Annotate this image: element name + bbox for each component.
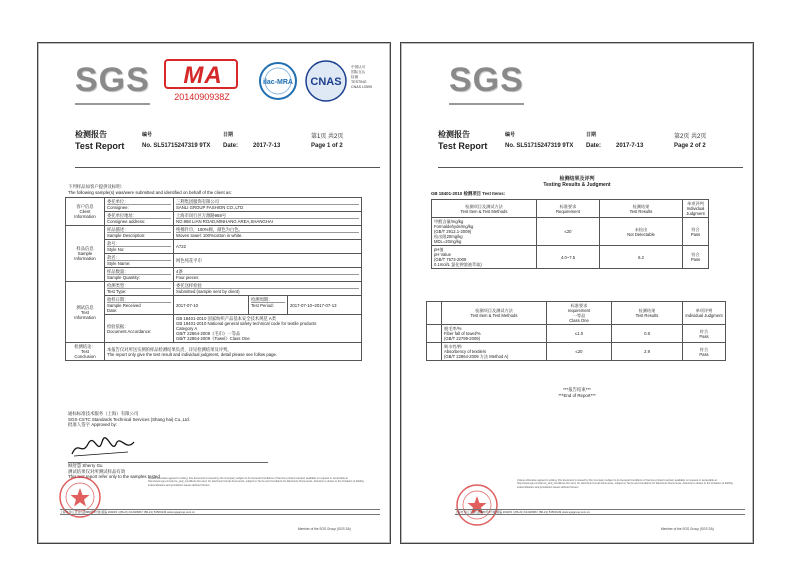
table-row: 委托单位地址： Consignee address: 上海市闵行区万源路968号 NO.968 LIAN ROAD,MINHANG AREA,SHANGHAI (66, 212, 362, 226)
report-date: 2017-7-13 (253, 143, 281, 149)
signature (68, 436, 140, 460)
table-row: 样品信息 Sample Information 样品描述： Sample Description: 纯棉针巾，100%棉，颜色为白色。 Woven towel: 100%cotton in white. (66, 226, 362, 240)
terms-fine-print: Unless otherwise agreed in writing, this document is issued by the Company subject to its General Conditions of Service printed overleaf, available on request or accessible at http://www.sgs.com/terms_and_conditions.htm and, for electronic format documents, subject to Terms and Conditions for Electronic Documents. Attention is drawn to the limitation of liability, indemnification and jurisdiction issues defined therein. (517, 479, 734, 489)
table-row: 客户信息 Client Information 委托单位： Consignee: 三利集团服饰有限公司 SANLI GROUP FASHION CO.,LTD (66, 198, 362, 212)
report-number: No. SL51715247319 9TX (142, 143, 211, 149)
ilac-mra-logo (255, 61, 301, 101)
results-table-gb18401 (431, 199, 709, 269)
member-note: Member of the SGS Group (SGS SA) (298, 527, 351, 531)
cnas-logo (302, 59, 350, 103)
sample-info-table (65, 197, 362, 361)
table-row: pH值 pH Value (GB/T 7573-2009 0.1mol/L 氯化钾溶液萃取) 4.0~7.5 6.2 符合 Pass (432, 246, 709, 269)
report-title: Test Report (75, 141, 125, 151)
table-row: 检测结论： Test Conclusion 本报告仅对所送实测的样品检测结果负责，详见检测结果及评判。 The report only give the test result and individual judgment, detail please see follow page. (66, 343, 362, 361)
report-title: Test Report (438, 141, 488, 151)
header-divider (75, 167, 380, 168)
report-header: 检测报告 Test Report 编号 No. SL51715247319 9TX 日期 Date: 2017-7-13 第2页 共2页 Page 2 of 2 (438, 130, 707, 151)
header-divider (438, 167, 743, 168)
sgs-logo: SGS (449, 61, 524, 100)
results-table-gb22864 (426, 301, 726, 361)
footer-address: 上海市 徐汇区宜山路889号3号楼 邮编 200233 t (86-21) 61402666 f (86-21) 54500149 www.sgsgroup.com.cn (60, 509, 380, 515)
intro-note: 下列样品如客户提供及标明： The following sample(s) was/were submitted and identified on behalf of the client as: (68, 184, 232, 195)
table-row: 测试信息 Test Information 检测类型： Test Type: 委托送样检验 Submitted (sample sent by client) (66, 282, 362, 296)
gb-test-items-label: GB 18401-2010 检测项目 Test Items: (431, 191, 506, 196)
cnas-accreditation-note: 中国认可 国际互认 检测 TESTING CNAS L0599 (351, 65, 372, 89)
table-row: 款号： Style No: A722 (66, 240, 362, 254)
page-indicator: Page 1 of 2 (311, 143, 343, 149)
report-date: 2017-7-13 (616, 143, 644, 149)
table-row: 吸水性/秒 Absorbency of textile/s (GB/T 22864-2009 方法 Method A) ≤20 2.9 符合 Pass (427, 343, 726, 361)
report-number: No. SL51715247319 9TX (505, 143, 574, 149)
table-row: 脱毛率/% Fiber fall of towel/% (GB/T 22799-2009) ≤1.0 0.8 符合 Pass (427, 325, 726, 343)
cma-mark: MA 2014090938Z (156, 59, 248, 109)
svg-text:ilac-MRA: ilac-MRA (263, 79, 293, 86)
report-header: 检测报告 Test Report 编号 No. SL51715247319 9TX 日期 Date: 2017-7-13 第1页 共2页 Page 1 of 2 (75, 130, 344, 151)
signer-info: 顾舒慧 Sherry Gu 测试结果仅对所测试样品有效 This test report refer only to the samples tested (68, 463, 160, 480)
table-row: 款名： Style Name: 网色纯花平巾 (66, 254, 362, 268)
terms-fine-print: Unless otherwise agreed in writing, this document is issued by the Company subject to its General Conditions of Service printed overleaf, available on request or accessible at http://www.sgs.com/terms_and_conditions.htm and, for electronic format documents, subject to Terms and Conditions for Electronic Documents. Attention is drawn to the limitation of liability, indemnification and jurisdiction issues defined therein. (148, 477, 365, 487)
sgs-seal-stamp (455, 483, 499, 527)
page-indicator: Page 2 of 2 (674, 143, 706, 149)
sgs-logo: SGS (75, 61, 150, 100)
table-row: 样品数量： Sample Quantity: 4条 Four pieces (66, 268, 362, 282)
table-row: 检测项目及测试方法 Test Item & Test Methods 标准要求 requirement 一等品 Class One 检测结果 Test Results 单项评判 Individual Judgment (427, 302, 726, 325)
report-page-1 (37, 42, 391, 544)
table-row: 收样日期： Sample Received Date: 2017-07-10 检测周期： Test Period: 2017-07-10~2017-07-13 (66, 296, 362, 315)
results-title: 检测结果及评判 Testing Results & Judgment (543, 176, 611, 188)
footer-address: 上海市 徐汇区宜山路889号3号楼 邮编 200233 t (86-21) 61402666 f (86-21) 54500149 www.sgsgroup.com.cn (455, 509, 745, 515)
table-row: 检测项目及测试方法 Test Item & Test Methods 标准要求 Requirement 检测结果 Test Results 单项评判 Individual Judgment (432, 200, 709, 218)
table-row: 甲醛含量/mg/kg Formaldehyde/mg/kg (GB/T 2912.1-2009) 检出限20mg/kg MDL=20mg/kg ≤20 未检出 Not Detectable 符合 Pass (432, 218, 709, 246)
table-row: 检验依据： Document Accordance: GB 18401-2010 国家纺织产品基本安全技术规范 A类 GB 18401-2010 National general safety technical code for textile products Category A GB/T 22864-2009《毛巾》一等品 GB/T 22864-2009《Towel》Class One (66, 315, 362, 343)
approval-block: 通标标准技术服务（上海）有限公司 SGS-CSTC Standards Technical Services (Shang hai) Co.,Ltd. 批准人签字 Approved by: (68, 411, 190, 428)
member-note: Member of the SGS Group (SGS SA) (661, 527, 714, 531)
end-of-report: ***报告结束*** ***End of Report*** (558, 387, 596, 398)
svg-text:CNAS: CNAS (310, 76, 342, 88)
report-page-2 (400, 42, 754, 544)
